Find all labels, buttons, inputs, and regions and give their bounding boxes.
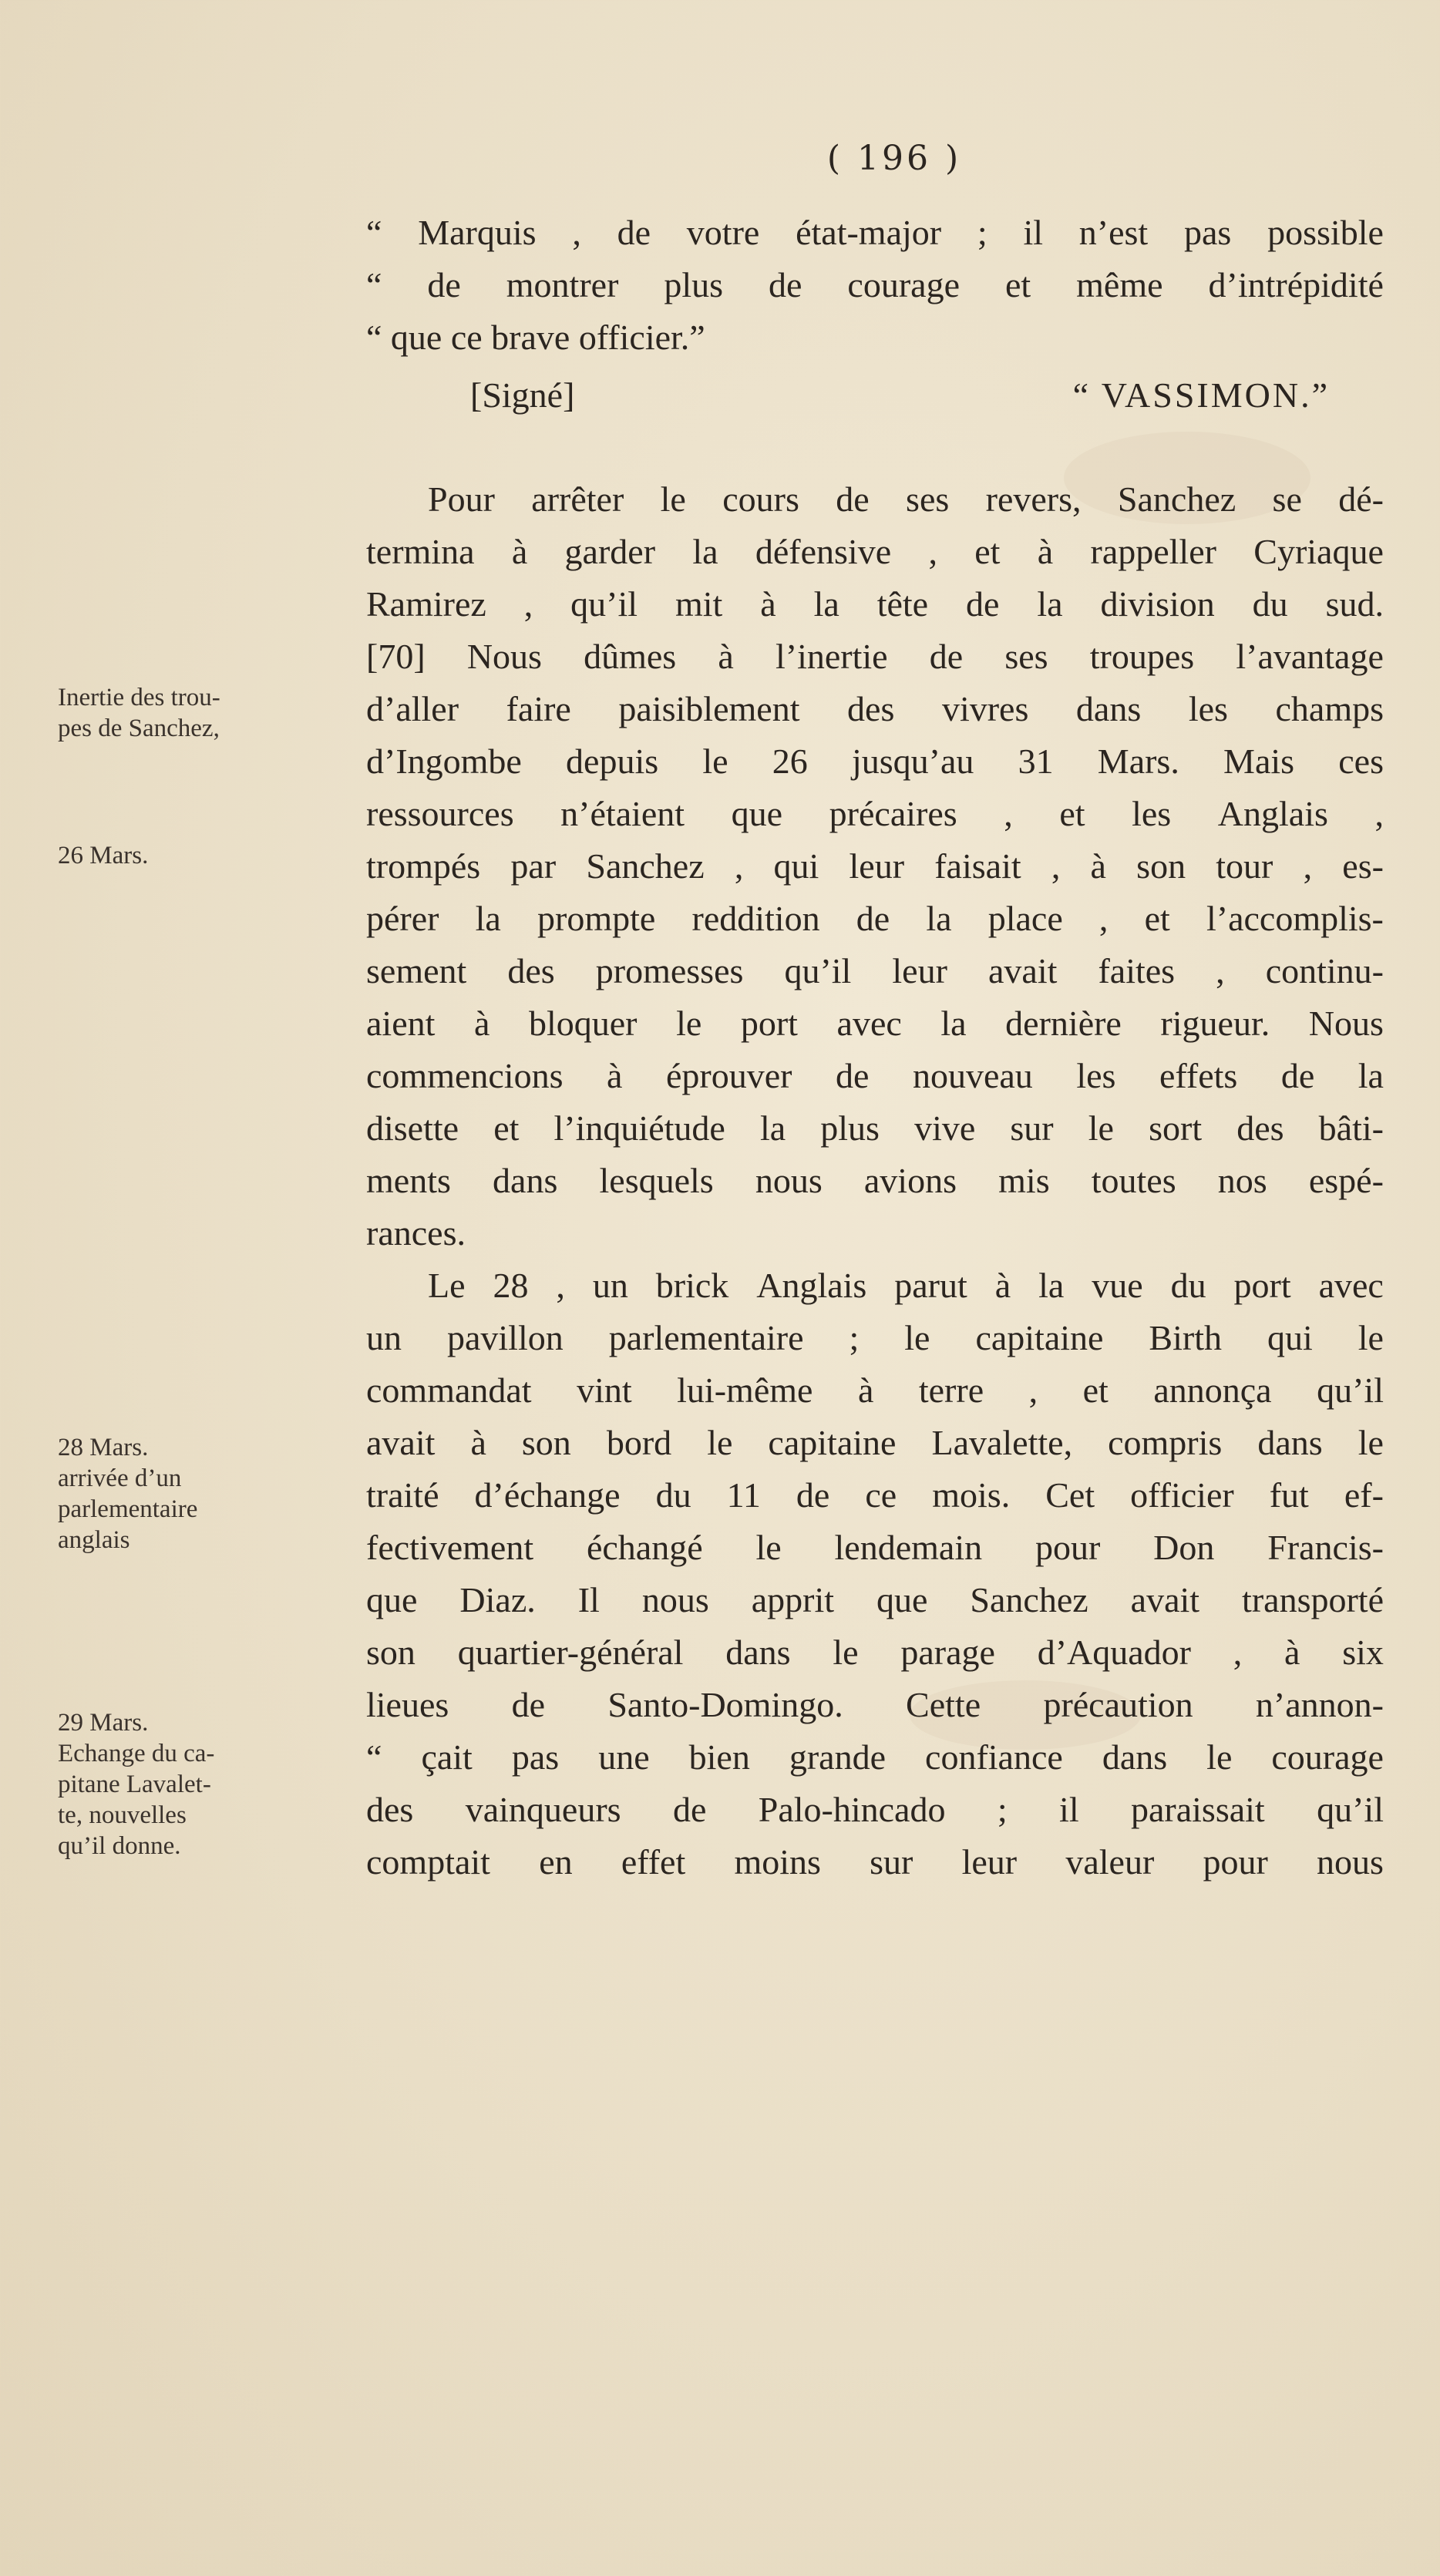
text-line: un pavillon parlementaire ; le capitaine Birth qui le <box>366 1318 1384 1357</box>
paragraph-2 <box>366 1259 1384 1888</box>
letter-line: “ Marquis , de votre état-major ; il n’est pas possible <box>366 213 1384 252</box>
letter-line: “ de montrer plus de courage et même d’intrépidité <box>366 265 1384 304</box>
margin-note-line: pitane Lavalet- <box>58 1771 211 1798</box>
text-line: son quartier-général dans le parage d’Aquador , à six <box>366 1633 1384 1672</box>
text-line: [70] Nous dûmes à l’inertie de ses troupes l’avantage <box>366 637 1384 676</box>
letter-line: “ que ce brave officier.” <box>366 318 705 357</box>
signature-name: “ VASSIMON.” <box>1072 375 1330 415</box>
text-line: commencions à éprouver de nouveau les effets de la <box>366 1056 1384 1095</box>
text-line: fectivement échangé le lendemain pour Don Francis- <box>366 1528 1384 1567</box>
margin-note-line: 26 Mars. <box>58 842 149 869</box>
margin-note-line: qu’il donne. <box>58 1832 181 1860</box>
text-line: que Diaz. Il nous apprit que Sanchez avait transporté <box>366 1580 1384 1619</box>
text-line: ressources n’étaient que précaires , et les Anglais , <box>366 794 1384 833</box>
main-text-column <box>366 207 1384 1888</box>
text-line: des vainqueurs de Palo-hincado ; il paraissait qu’il <box>366 1790 1384 1829</box>
text-line: Le 28 , un brick Anglais parut à la vue du port avec <box>428 1266 1384 1305</box>
margin-note-echange <box>58 1707 335 1861</box>
text-line: lieues de Santo-Domingo. Cette précaution n’annon- <box>366 1685 1384 1724</box>
margin-note-line: arrivée d’un <box>58 1465 182 1492</box>
margin-note-line: pes de Sanchez, <box>58 715 220 742</box>
text-line: trompés par Sanchez , qui leur faisait , à son tour , es- <box>366 846 1384 886</box>
text-line: rances. <box>366 1213 466 1253</box>
text-line: aient à bloquer le port avec la dernière rigueur. Nous <box>366 1004 1384 1043</box>
text-line: disette et l’inquiétude la plus vive sur le sort des bâti- <box>366 1108 1384 1148</box>
text-line: Ramirez , qu’il mit à la tête de la division du sud. <box>366 584 1384 624</box>
margin-note-line: te, nouvelles <box>58 1801 187 1829</box>
text-line: termina à garder la défensive , et à rappeller Cyriaque <box>366 532 1384 571</box>
margin-note-line: Inertie des trou- <box>58 684 220 711</box>
text-line: comptait en effet moins sur leur valeur pour nous <box>366 1842 1384 1882</box>
margin-note-line: Echange du ca- <box>58 1740 215 1767</box>
text-line: traité d’échange du 11 de ce mois. Cet officier fut ef- <box>366 1475 1384 1515</box>
letter-quote <box>366 207 1384 427</box>
paragraph-1 <box>366 473 1384 1259</box>
text-line: d’Ingombe depuis le 26 jusqu’au 31 Mars. Mais ces <box>366 742 1384 781</box>
margin-note-parlementaire <box>58 1432 335 1555</box>
letter-signature-row <box>366 364 1384 427</box>
margin-note-line: anglais <box>58 1526 130 1554</box>
text-line: d’aller faire paisiblement des vivres dans les champs <box>366 689 1384 728</box>
margin-note-line: parlementaire <box>58 1495 198 1523</box>
margin-note-inertie <box>58 682 335 744</box>
text-line: sement des promesses qu’il leur avait faites , continu- <box>366 951 1384 990</box>
signed-label: [Signé] <box>470 375 575 415</box>
margin-note-date <box>58 840 335 871</box>
text-line: avait à son bord le capitaine Lavalette, compris dans le <box>366 1423 1384 1462</box>
page-number: ( 196 ) <box>826 139 962 178</box>
text-line: ments dans lesquels nous avions mis toutes nos espé- <box>366 1161 1384 1200</box>
text-line: pérer la prompte reddition de la place , et l’accomplis- <box>366 899 1384 938</box>
margin-note-line: 28 Mars. <box>58 1434 149 1461</box>
margin-note-line: 29 Mars. <box>58 1709 149 1737</box>
text-line: commandat vint lui-même à terre , et annonça qu’il <box>366 1370 1384 1410</box>
text-line: Pour arrêter le cours de ses revers, Sanchez se dé- <box>428 479 1384 519</box>
text-line: “ çait pas une bien grande confiance dans le courage <box>366 1737 1384 1777</box>
